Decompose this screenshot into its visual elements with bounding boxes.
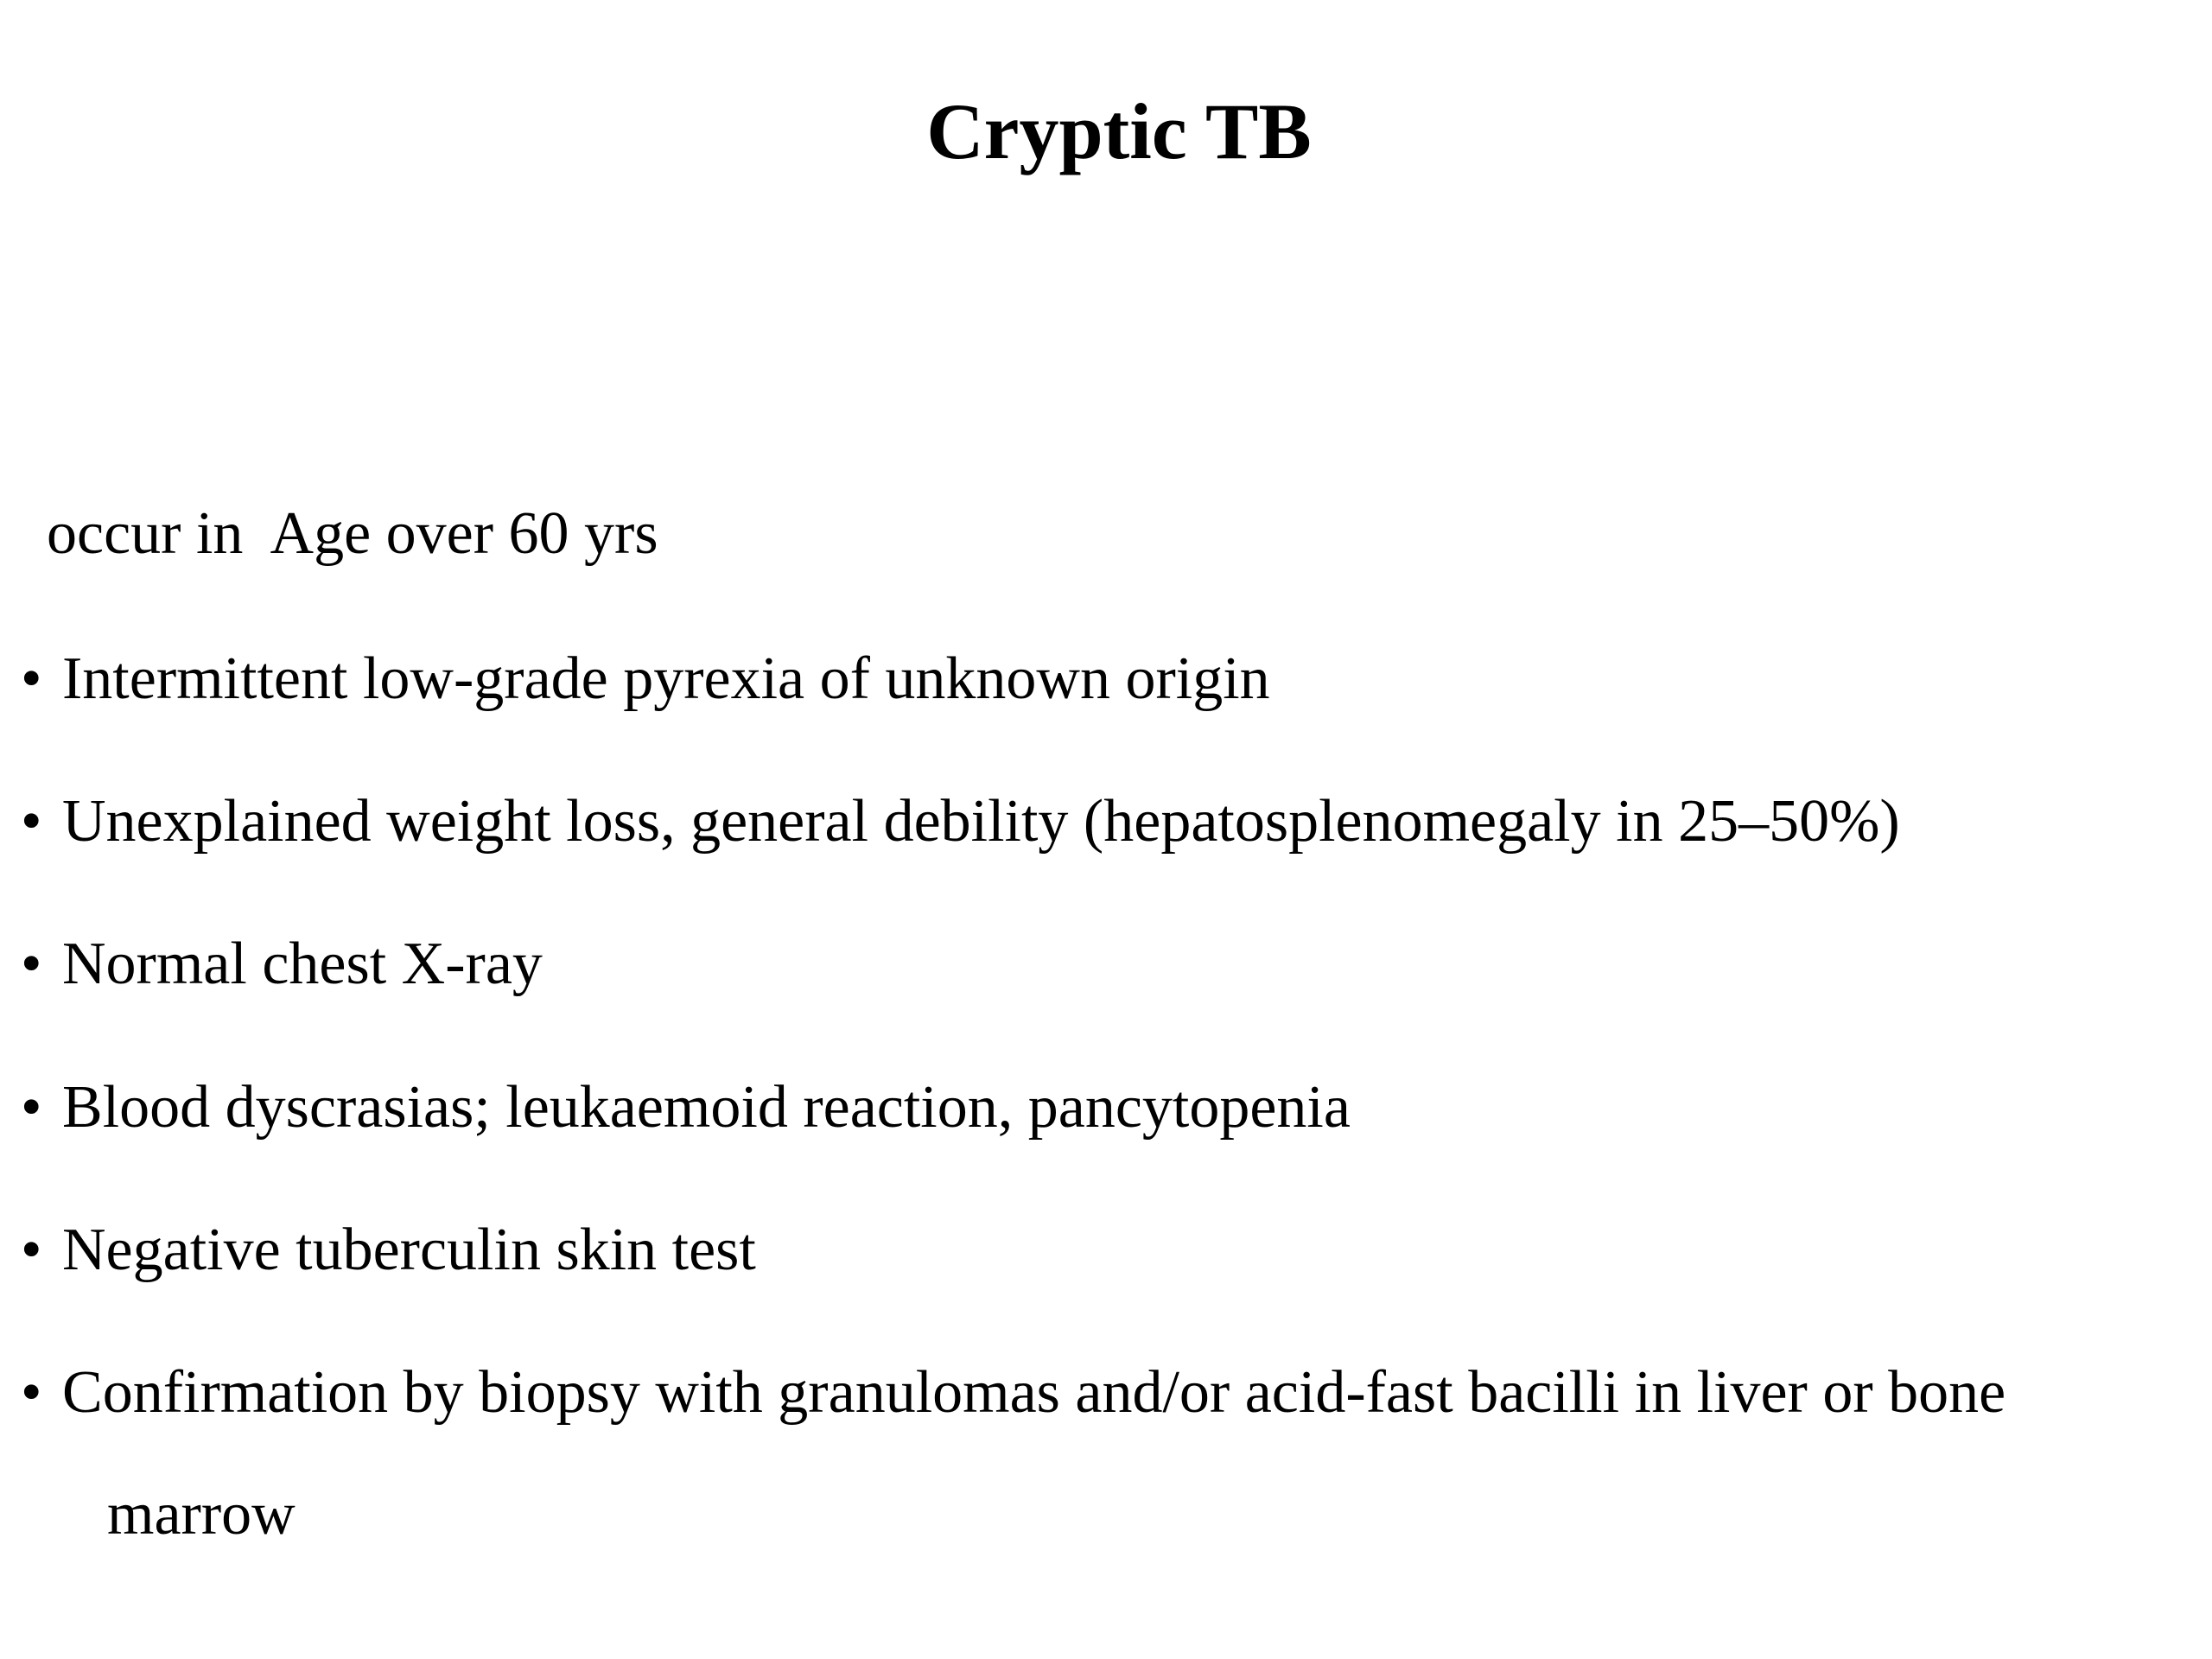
bullet-symbol: • [21, 645, 42, 712]
bullet-text: Negative tuberculin skin test [62, 1217, 756, 1283]
bullet-item-tuberculin-test [21, 1189, 2198, 1311]
intro-line: occur in Age over 60 yrs [47, 500, 658, 567]
bullet-item-pyrexia [21, 618, 2198, 740]
bullet-item-blood-dyscrasias [21, 1046, 2198, 1168]
bullet-item-chest-xray [21, 903, 2198, 1025]
bullet-symbol: • [21, 1359, 42, 1426]
bullet-item-biopsy [21, 1332, 2198, 1575]
bullet-continuation: marrow [107, 1481, 296, 1548]
bullet-symbol: • [21, 931, 42, 997]
bullet-text: Blood dyscrasias; leukaemoid reaction, pancytopenia [62, 1074, 1351, 1141]
bullet-symbol: • [21, 1217, 42, 1283]
bullet-symbol: • [21, 1074, 42, 1141]
bullet-text: Confirmation by biopsy with granulomas and/or acid-fast bacilli in liver or bone [62, 1359, 2006, 1426]
bullet-text: Normal chest X-ray [62, 931, 543, 997]
bullet-symbol: • [21, 788, 42, 855]
slide-title: Cryptic TB [926, 87, 1312, 175]
bullet-text: Intermittent low-grade pyrexia of unknown origin [62, 645, 1270, 712]
bullet-item-weight-loss [21, 760, 2198, 882]
bullet-text: Unexplained weight loss, general debility (hepatosplenomegaly in 25–50%) [62, 788, 1900, 855]
